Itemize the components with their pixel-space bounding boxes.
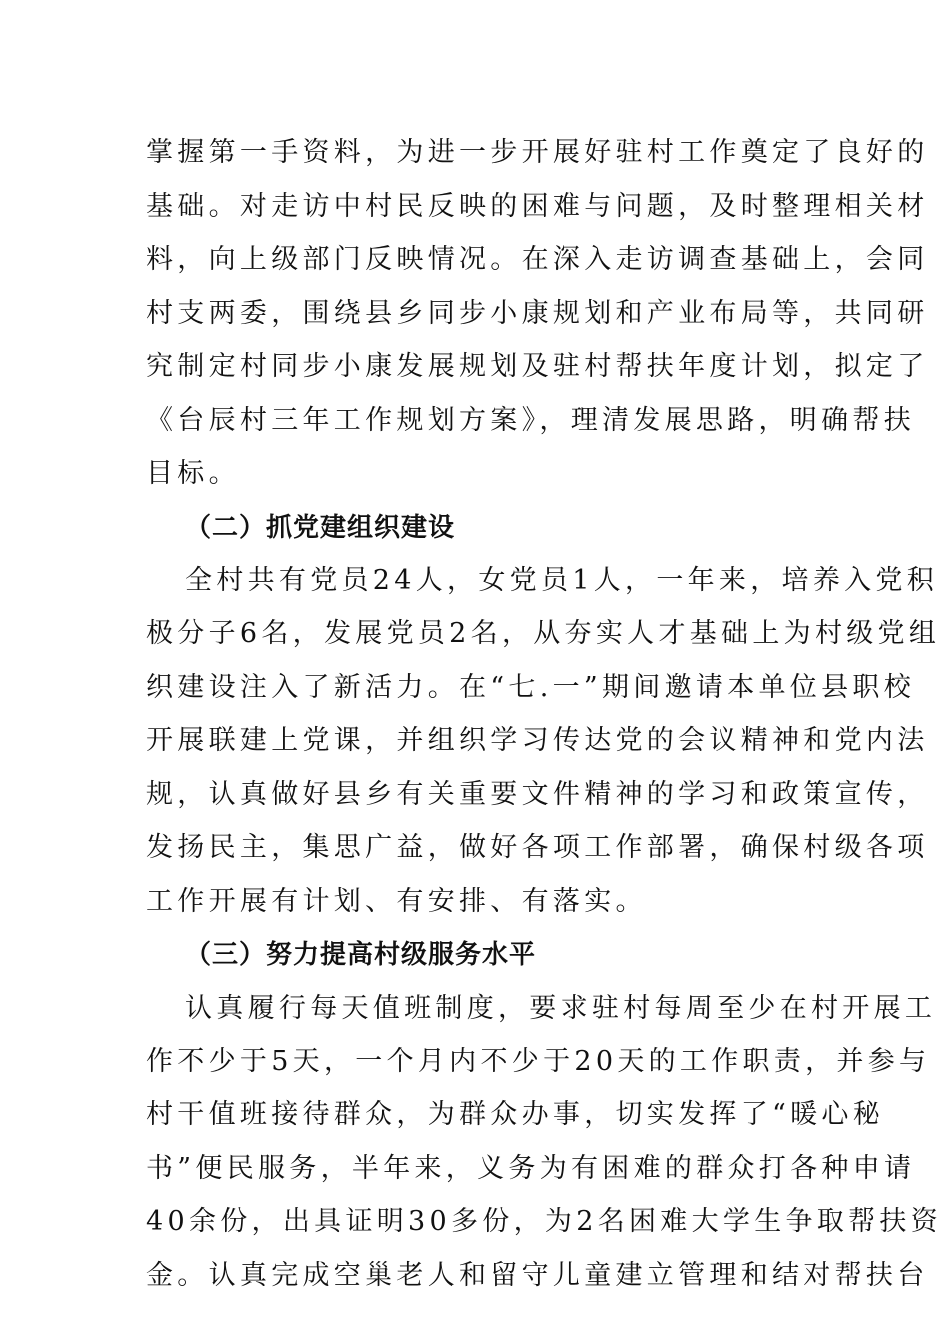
paragraph-line: 目标。 — [146, 458, 240, 489]
section-heading: （二）抓党建组织建设 — [185, 513, 456, 543]
paragraph-line: 掌握第一手资料，为进一步开展好驻村工作奠定了良好的 — [146, 137, 929, 168]
paragraph-line: 村干值班接待群众，为群众办事，切实发挥了“暖心秘 — [146, 1099, 885, 1130]
paragraph-line: 书”便民服务，半年来，义务为有困难的群众打各种申请 — [146, 1153, 916, 1184]
paragraph-line: 极分子6名，发展党员2名，从夯实人才基础上为村级党组 — [146, 618, 941, 649]
paragraph-line: 认真履行每天值班制度，要求驻村每周至少在村开展工 — [185, 993, 937, 1024]
paragraph-line: 开展联建上党课，并组织学习传达党的会议精神和党内法 — [146, 725, 929, 756]
paragraph-line: 金。认真完成空巢老人和留守儿童建立管理和结对帮扶台 — [146, 1260, 929, 1291]
paragraph-line: 全村共有党员24人，女党员1人，一年来，培养入党积 — [185, 565, 939, 596]
paragraph-line: 究制定村同步小康发展规划及驻村帮扶年度计划，拟定了 — [146, 351, 929, 382]
paragraph-line: 发扬民主，集思广益，做好各项工作部署，确保村级各项 — [146, 832, 929, 863]
paragraph-line: 料，向上级部门反映情况。在深入走访调查基础上，会同 — [146, 244, 929, 275]
paragraph-line: 40余份，出具证明30多份，为2名困难大学生争取帮扶资 — [146, 1206, 942, 1237]
paragraph-line: 规，认真做好县乡有关重要文件精神的学习和政策宣传， — [146, 779, 929, 810]
paragraph-line: 基础。对走访中村民反映的困难与问题，及时整理相关材 — [146, 191, 929, 222]
paragraph-line: 作不少于5天，一个月内不少于20天的工作职责，并参与 — [146, 1046, 931, 1077]
paragraph-line: 工作开展有计划、有安排、有落实。 — [146, 886, 647, 917]
paragraph-line: 《台辰村三年工作规划方案》，理清发展思路，明确帮扶 — [146, 405, 915, 436]
section-heading: （三）努力提高村级服务水平 — [185, 940, 537, 970]
paragraph-line: 村支两委，围绕县乡同步小康规划和产业布局等，共同研 — [146, 298, 929, 329]
paragraph-line: 织建设注入了新活力。在“七.一”期间邀请本单位县职校 — [146, 672, 915, 703]
